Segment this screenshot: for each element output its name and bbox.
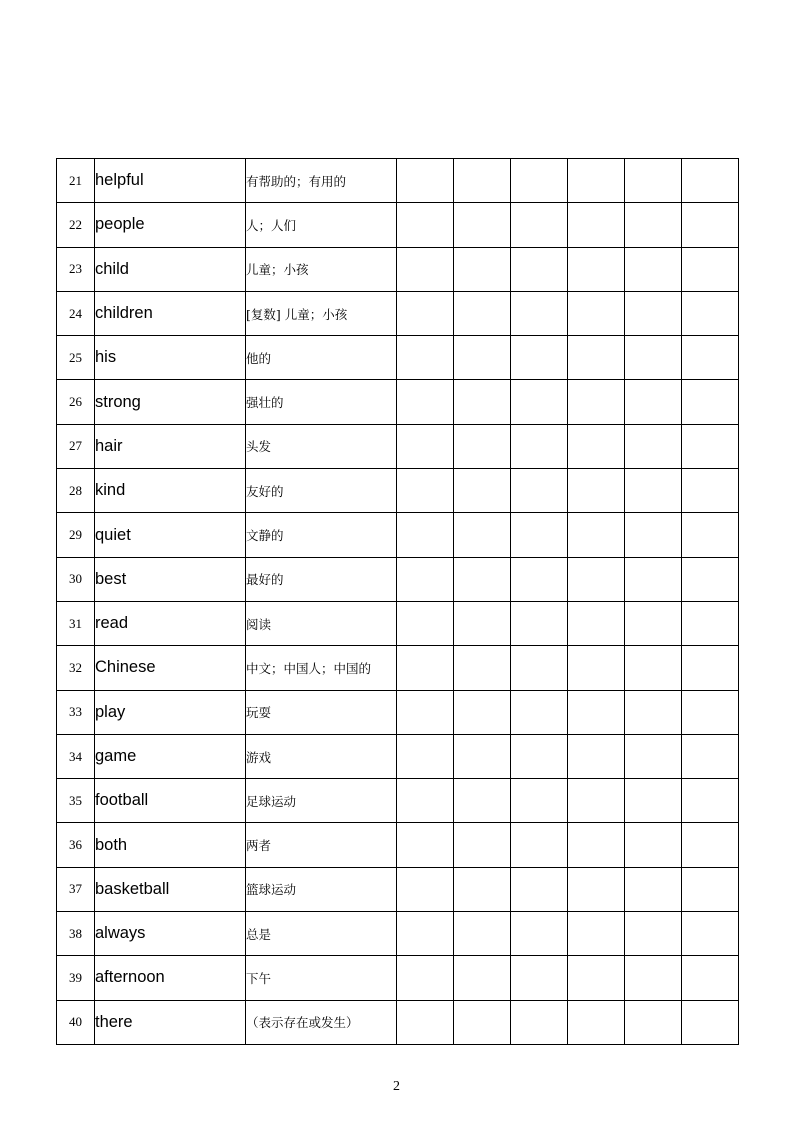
practice-cell (511, 291, 568, 335)
practice-cell (682, 336, 739, 380)
practice-cell (568, 823, 625, 867)
practice-cell (397, 247, 454, 291)
practice-cell (682, 601, 739, 645)
practice-cell (568, 247, 625, 291)
practice-cell (454, 779, 511, 823)
practice-cell (625, 690, 682, 734)
practice-cell (397, 557, 454, 601)
practice-cell (397, 1000, 454, 1044)
practice-cell (682, 380, 739, 424)
practice-cell (568, 203, 625, 247)
row-number: 24 (57, 291, 95, 335)
practice-cell (625, 469, 682, 513)
row-number: 25 (57, 336, 95, 380)
practice-cell (568, 424, 625, 468)
practice-cell (625, 867, 682, 911)
practice-cell (397, 291, 454, 335)
practice-cell (625, 291, 682, 335)
practice-cell (568, 690, 625, 734)
english-word: kind (95, 469, 246, 513)
practice-cell (397, 203, 454, 247)
practice-cell (454, 956, 511, 1000)
table-row (57, 601, 739, 645)
practice-cell (511, 867, 568, 911)
practice-cell (682, 557, 739, 601)
english-word: Chinese (95, 646, 246, 690)
english-word: game (95, 734, 246, 778)
english-word: play (95, 690, 246, 734)
practice-cell (454, 734, 511, 778)
english-word: child (95, 247, 246, 291)
practice-cell (397, 823, 454, 867)
row-number: 28 (57, 469, 95, 513)
practice-cell (511, 956, 568, 1000)
practice-cell (511, 646, 568, 690)
practice-cell (454, 469, 511, 513)
row-number: 21 (57, 159, 95, 203)
practice-cell (454, 601, 511, 645)
practice-cell (568, 159, 625, 203)
practice-cell (568, 601, 625, 645)
practice-cell (568, 336, 625, 380)
english-word: there (95, 1000, 246, 1044)
practice-cell (625, 203, 682, 247)
practice-cell (397, 779, 454, 823)
row-number: 23 (57, 247, 95, 291)
row-number: 35 (57, 779, 95, 823)
practice-cell (511, 1000, 568, 1044)
practice-cell (397, 912, 454, 956)
row-number: 32 (57, 646, 95, 690)
practice-cell (454, 823, 511, 867)
practice-cell (568, 867, 625, 911)
practice-cell (682, 203, 739, 247)
table-row (57, 203, 739, 247)
practice-cell (568, 291, 625, 335)
practice-cell (682, 867, 739, 911)
table-row (57, 779, 739, 823)
row-number: 39 (57, 956, 95, 1000)
practice-cell (682, 513, 739, 557)
chinese-meaning: 下午 (246, 956, 397, 1000)
practice-cell (511, 203, 568, 247)
chinese-meaning: 玩耍 (246, 690, 397, 734)
practice-cell (568, 779, 625, 823)
chinese-meaning: 头发 (246, 424, 397, 468)
chinese-meaning: 友好的 (246, 469, 397, 513)
english-word: quiet (95, 513, 246, 557)
practice-cell (625, 779, 682, 823)
practice-cell (454, 1000, 511, 1044)
practice-cell (511, 513, 568, 557)
practice-cell (511, 734, 568, 778)
practice-cell (682, 646, 739, 690)
practice-cell (454, 867, 511, 911)
table-row (57, 380, 739, 424)
practice-cell (625, 956, 682, 1000)
table-row (57, 247, 739, 291)
practice-cell (682, 779, 739, 823)
practice-cell (454, 247, 511, 291)
vocabulary-table (56, 158, 739, 1045)
practice-cell (454, 690, 511, 734)
practice-cell (625, 601, 682, 645)
practice-cell (511, 424, 568, 468)
chinese-meaning: 阅读 (246, 601, 397, 645)
practice-cell (511, 469, 568, 513)
practice-cell (511, 336, 568, 380)
table-row (57, 646, 739, 690)
table-row (57, 159, 739, 203)
english-word: strong (95, 380, 246, 424)
chinese-meaning: 文静的 (246, 513, 397, 557)
chinese-meaning: 他的 (246, 336, 397, 380)
chinese-meaning: 儿童；小孩 (246, 247, 397, 291)
practice-cell (568, 646, 625, 690)
chinese-meaning: [复数] 儿童；小孩 (246, 291, 397, 335)
practice-cell (511, 247, 568, 291)
practice-cell (568, 912, 625, 956)
practice-cell (568, 734, 625, 778)
practice-cell (454, 336, 511, 380)
practice-cell (625, 247, 682, 291)
table-row (57, 956, 739, 1000)
practice-cell (511, 779, 568, 823)
practice-cell (454, 203, 511, 247)
practice-cell (625, 424, 682, 468)
practice-cell (454, 291, 511, 335)
table-row (57, 424, 739, 468)
practice-cell (397, 956, 454, 1000)
practice-cell (397, 159, 454, 203)
practice-cell (511, 912, 568, 956)
practice-cell (397, 601, 454, 645)
english-word: football (95, 779, 246, 823)
row-number: 30 (57, 557, 95, 601)
practice-cell (511, 601, 568, 645)
practice-cell (625, 380, 682, 424)
practice-cell (397, 690, 454, 734)
practice-cell (454, 557, 511, 601)
practice-cell (625, 513, 682, 557)
table-row (57, 1000, 739, 1044)
practice-cell (682, 734, 739, 778)
table-row (57, 823, 739, 867)
chinese-meaning: 人；人们 (246, 203, 397, 247)
table-row (57, 690, 739, 734)
row-number: 29 (57, 513, 95, 557)
chinese-meaning: 游戏 (246, 734, 397, 778)
english-word: his (95, 336, 246, 380)
english-word: afternoon (95, 956, 246, 1000)
practice-cell (454, 159, 511, 203)
practice-cell (682, 912, 739, 956)
practice-cell (397, 380, 454, 424)
practice-cell (397, 734, 454, 778)
practice-cell (568, 956, 625, 1000)
practice-cell (682, 159, 739, 203)
practice-cell (682, 291, 739, 335)
practice-cell (454, 912, 511, 956)
english-word: hair (95, 424, 246, 468)
practice-cell (568, 380, 625, 424)
practice-cell (625, 646, 682, 690)
row-number: 27 (57, 424, 95, 468)
practice-cell (454, 380, 511, 424)
english-word: basketball (95, 867, 246, 911)
practice-cell (682, 1000, 739, 1044)
english-word: always (95, 912, 246, 956)
practice-cell (625, 336, 682, 380)
table-row (57, 336, 739, 380)
table-row (57, 734, 739, 778)
practice-cell (397, 469, 454, 513)
practice-cell (625, 557, 682, 601)
practice-cell (454, 513, 511, 557)
practice-cell (454, 424, 511, 468)
practice-cell (625, 734, 682, 778)
row-number: 31 (57, 601, 95, 645)
practice-cell (682, 247, 739, 291)
chinese-meaning: 强壮的 (246, 380, 397, 424)
row-number: 40 (57, 1000, 95, 1044)
practice-cell (397, 646, 454, 690)
table-row (57, 557, 739, 601)
practice-cell (682, 469, 739, 513)
practice-cell (625, 159, 682, 203)
table-row (57, 469, 739, 513)
english-word: children (95, 291, 246, 335)
practice-cell (397, 867, 454, 911)
table-row (57, 912, 739, 956)
row-number: 37 (57, 867, 95, 911)
english-word: people (95, 203, 246, 247)
english-word: best (95, 557, 246, 601)
row-number: 34 (57, 734, 95, 778)
practice-cell (625, 823, 682, 867)
row-number: 33 (57, 690, 95, 734)
practice-cell (511, 823, 568, 867)
practice-cell (625, 1000, 682, 1044)
english-word: read (95, 601, 246, 645)
english-word: helpful (95, 159, 246, 203)
practice-cell (511, 557, 568, 601)
chinese-meaning: 足球运动 (246, 779, 397, 823)
practice-cell (454, 646, 511, 690)
table-row (57, 867, 739, 911)
row-number: 26 (57, 380, 95, 424)
practice-cell (511, 690, 568, 734)
practice-cell (568, 557, 625, 601)
chinese-meaning: 篮球运动 (246, 867, 397, 911)
row-number: 38 (57, 912, 95, 956)
practice-cell (397, 424, 454, 468)
practice-cell (625, 912, 682, 956)
practice-cell (682, 424, 739, 468)
row-number: 36 (57, 823, 95, 867)
practice-cell (511, 159, 568, 203)
table-row (57, 291, 739, 335)
practice-cell (682, 823, 739, 867)
table-row (57, 513, 739, 557)
chinese-meaning: 有帮助的；有用的 (246, 159, 397, 203)
chinese-meaning: 中文；中国人；中国的 (246, 646, 397, 690)
practice-cell (568, 469, 625, 513)
practice-cell (397, 513, 454, 557)
practice-cell (397, 336, 454, 380)
chinese-meaning: 总是 (246, 912, 397, 956)
page-number: 2 (393, 1079, 400, 1094)
practice-cell (682, 956, 739, 1000)
practice-cell (568, 1000, 625, 1044)
chinese-meaning: 两者 (246, 823, 397, 867)
practice-cell (511, 380, 568, 424)
row-number: 22 (57, 203, 95, 247)
vocabulary-table-body (57, 159, 739, 1045)
chinese-meaning: 最好的 (246, 557, 397, 601)
practice-cell (568, 513, 625, 557)
chinese-meaning: （表示存在或发生） (246, 1000, 397, 1044)
practice-cell (682, 690, 739, 734)
english-word: both (95, 823, 246, 867)
